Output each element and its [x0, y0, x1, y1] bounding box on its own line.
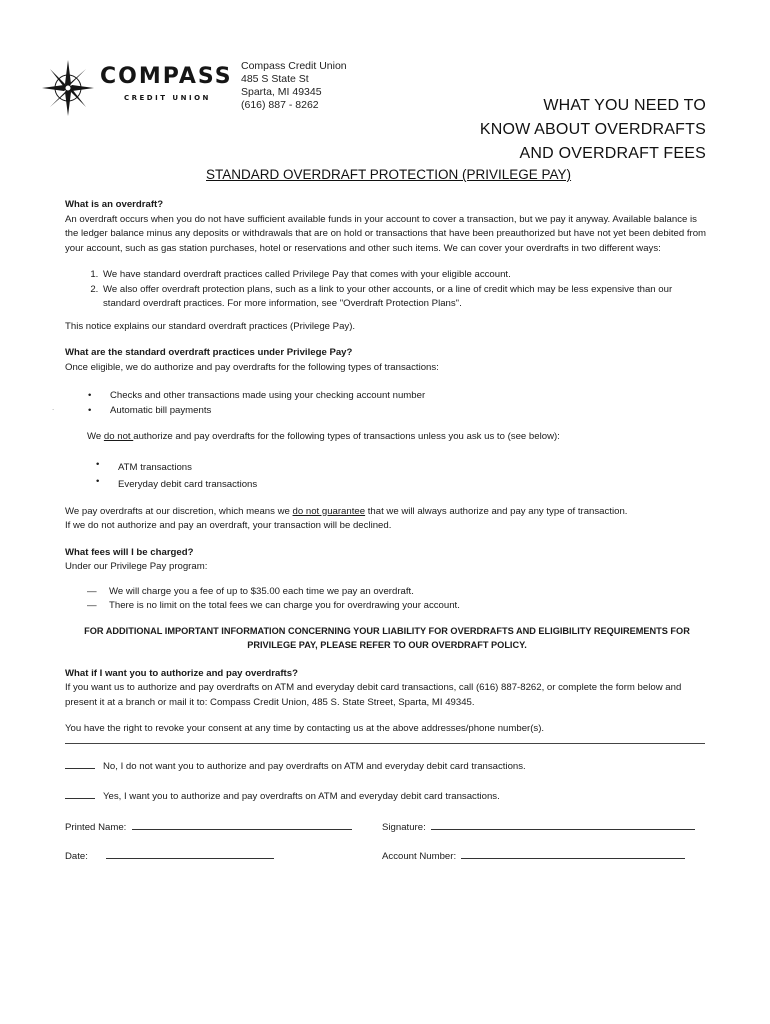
address-line: Compass Credit Union — [241, 60, 347, 72]
paragraph: If you want us to authorize and pay overdrafts on ATM and everyday debit card transactions, call (616) 887-8262, or complete the form below and present it at a branch or mail it to: Compass Credit Union, 485 S. State Street, Sparta, MI 49345. — [65, 682, 682, 708]
opt-in-option[interactable]: Yes, I want you to authorize and pay overdrafts on ATM and everyday debit card transactions. — [65, 788, 709, 805]
title-line: AND OVERDRAFT FEES — [519, 145, 706, 162]
compass-logo — [42, 60, 232, 118]
policy-notice: FOR ADDITIONAL IMPORTANT INFORMATION CONCERNING YOUR LIABILITY FOR OVERDRAFTS AND ELIGIBILITY REQUIREMENTS FOR PRIVILEGE PAY, PLEASE REFER TO OUR OVERDRAFT POLICY. — [84, 625, 690, 650]
paragraph: If we do not authorize and pay an overdraft, your transaction will be declined. — [65, 520, 392, 531]
list-item: 1. We have standard overdraft practices called Privilege Pay that comes with your eligible account. — [101, 268, 709, 283]
account-number-label: Account Number: — [382, 850, 457, 862]
document-title — [480, 94, 706, 166]
date-field[interactable] — [106, 848, 274, 859]
question-heading: What is an overdraft? — [65, 199, 164, 210]
question-heading: What if I want you to authorize and pay overdrafts? — [65, 667, 298, 679]
paragraph: We do not authorize and pay overdrafts for the following types of transactions unless you ask us to (see below): — [87, 431, 560, 442]
title-line: WHAT YOU NEED TO — [543, 97, 706, 114]
list-item: • Everyday debit card transactions — [96, 475, 258, 490]
stray-mark: . — [52, 403, 55, 412]
address-block — [241, 60, 347, 112]
document-subtitle: STANDARD OVERDRAFT PROTECTION (PRIVILEGE PAY) — [206, 167, 572, 182]
paragraph: We pay overdrafts at our discretion, which means we do not guarantee that we will always authorize and pay any type of transaction. — [65, 505, 628, 517]
checkmark-blank[interactable] — [65, 788, 95, 799]
list-item: — We will charge you a fee of up to $35.00 each time we pay an overdraft. — [87, 585, 414, 597]
form-row — [65, 819, 709, 834]
date-label: Date: — [65, 850, 88, 862]
paragraph: Under our Privilege Pay program: — [65, 561, 208, 572]
checkmark-blank[interactable] — [65, 758, 95, 769]
account-number-field[interactable] — [461, 848, 685, 859]
list-item: 2. We also offer overdraft protection plans, such as a link to your other accounts, or a line of credit which may be less expensive than our standard overdraft practices. For more information, see "Overdraft Protection Plans". — [101, 283, 709, 312]
list-item: • Automatic bill payments — [88, 404, 212, 416]
list-item: • ATM transactions — [96, 458, 192, 473]
printed-name-label: Printed Name: — [65, 821, 127, 833]
list-item: • Checks and other transactions made using your checking account number — [88, 390, 426, 401]
signature-label: Signature: — [382, 821, 426, 833]
title-line: KNOW ABOUT OVERDRAFTS — [479, 121, 706, 138]
paragraph: Once eligible, we do authorize and pay overdrafts for the following types of transactions: — [65, 361, 439, 373]
form-row — [65, 848, 709, 863]
compass-star-icon — [42, 60, 94, 116]
question-heading: What fees will I be charged? — [65, 546, 194, 558]
document-body — [65, 198, 709, 863]
paragraph: An overdraft occurs when you do not have sufficient available funds in your account to cover a transaction, but we pay it anyway. Available balance is the ledger balance minus any deposits or withdrawals that are on hold or transactions that have been preauthorized but have not yet been debited from your account, such as gas station purchases, hotel or reservations and other such items. We can cover your overdrafts in two different ways: — [65, 213, 707, 254]
address-line: Sparta, MI 49345 — [241, 86, 322, 98]
question-heading: What are the standard overdraft practices under Privilege Pay? — [65, 347, 353, 358]
paragraph: This notice explains our standard overdraft practices (Privilege Pay). — [65, 320, 356, 332]
address-line: 485 S State St — [241, 73, 309, 85]
logo-subtitle: CREDIT UNION — [124, 94, 211, 102]
signature-field[interactable] — [431, 819, 695, 830]
bullet-list — [65, 459, 709, 493]
printed-name-field[interactable] — [132, 819, 352, 830]
phone-line: (616) 887 - 8262 — [241, 99, 319, 111]
logo-wordmark: COMPASS — [100, 64, 233, 89]
dash-list — [65, 585, 709, 614]
list-item: — There is no limit on the total fees we can charge you for overdrawing your account. — [87, 600, 460, 611]
opt-out-option[interactable]: No, I do not want you to authorize and pay overdrafts on ATM and everyday debit card transactions. — [65, 758, 709, 775]
paragraph: You have the right to revoke your consent at any time by contacting us at the above addresses/phone number(s). — [65, 723, 545, 734]
bullet-list — [65, 389, 709, 418]
numbered-list — [65, 268, 709, 312]
